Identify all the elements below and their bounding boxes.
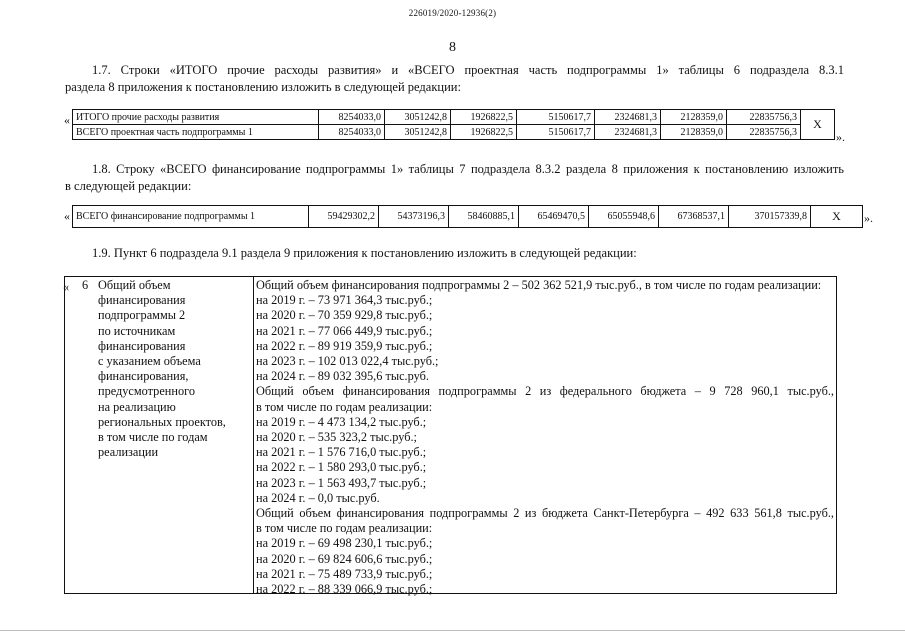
content-line: на 2023 г. – 1 563 493,7 тыс.руб.; bbox=[256, 475, 427, 490]
table-cell: 2128359,0 bbox=[661, 125, 727, 140]
row-description bbox=[98, 278, 250, 460]
table-cell: 22835756,3 bbox=[727, 110, 801, 125]
row-number: 6 bbox=[82, 278, 89, 292]
x-mark-cell: Х bbox=[801, 110, 835, 140]
table-cell: 5150617,7 bbox=[517, 110, 595, 125]
row-content bbox=[256, 278, 834, 597]
table-cell: 59429302,2 bbox=[309, 206, 379, 228]
table-cell: 1926822,5 bbox=[451, 110, 517, 125]
table-row bbox=[73, 125, 835, 140]
content-line: на 2020 г. – 69 824 606,6 тыс.руб.; bbox=[256, 551, 433, 566]
description-line: на реализацию bbox=[98, 399, 176, 414]
content-line: на 2020 г. – 535 323,2 тыс.руб.; bbox=[256, 430, 417, 445]
description-line: по источникам bbox=[98, 323, 176, 338]
content-line: в том числе по годам реализации: bbox=[256, 521, 433, 536]
description-line: Общий объем bbox=[98, 278, 171, 292]
content-line: на 2019 г. – 73 971 364,3 тыс.руб.; bbox=[256, 293, 433, 308]
table-1-close-quote: ». bbox=[836, 130, 845, 144]
content-line: на 2021 г. – 1 576 716,0 тыс.руб.; bbox=[256, 445, 427, 460]
content-line: на 2024 г. – 0,0 тыс.руб. bbox=[256, 490, 380, 505]
table-2-open-quote: « bbox=[64, 209, 70, 223]
table-cell: 58460885,1 bbox=[449, 206, 519, 228]
table-cell: 54373196,3 bbox=[379, 206, 449, 228]
content-line: на 2023 г. – 102 013 022,4 тыс.руб.; bbox=[256, 354, 439, 369]
content-line: на 2021 г. – 77 066 449,9 тыс.руб.; bbox=[256, 323, 433, 338]
table-cell: 8254033,0 bbox=[319, 110, 385, 125]
content-line: Общий объем финансирования подпрограммы 2 из бюджета Санкт-Петербурга – 492 633 561,8 тыс.руб., bbox=[256, 506, 834, 521]
table-1-open-quote: « bbox=[64, 113, 70, 127]
paragraph-1-7-line-2: раздела 8 приложения к постановлению изложить в следующей редакции: bbox=[65, 80, 461, 94]
page-number: 8 bbox=[449, 40, 456, 55]
bottom-rule bbox=[0, 630, 905, 631]
content-line: на 2020 г. – 70 359 929,8 тыс.руб.; bbox=[256, 308, 433, 323]
paragraph-1-8-line-1: 1.8. Строку «ВСЕГО финансирование подпрограммы 1» таблицы 7 подраздела 8.3.2 раздела 8 приложения к постановлению изложить bbox=[92, 162, 844, 176]
description-line: в том числе по годам bbox=[98, 430, 208, 445]
description-line: подпрограммы 2 bbox=[98, 308, 186, 323]
table-cell: 65055948,6 bbox=[589, 206, 659, 228]
content-line: на 2019 г. – 4 473 134,2 тыс.руб.; bbox=[256, 414, 427, 429]
table-cell: 5150617,7 bbox=[517, 125, 595, 140]
content-line: на 2021 г. – 75 489 733,9 тыс.руб.; bbox=[256, 566, 433, 581]
column-divider bbox=[253, 276, 254, 594]
table-cell: 3051242,8 bbox=[385, 110, 451, 125]
row-label: ИТОГО прочие расходы развития bbox=[73, 110, 319, 125]
description-line: финансирования bbox=[98, 338, 186, 353]
table-3-open-quote: « bbox=[63, 280, 70, 294]
table-row bbox=[73, 206, 863, 228]
table-1 bbox=[72, 109, 835, 140]
row-label: ВСЕГО проектная часть подпрограммы 1 bbox=[73, 125, 319, 140]
content-line: в том числе по годам реализации: bbox=[256, 399, 433, 414]
content-line: Общий объем финансирования подпрограммы 2 из федерального бюджета – 9 728 960,1 тыс.руб., bbox=[256, 384, 834, 399]
content-line: Общий объем финансирования подпрограммы 2 – 502 362 521,9 тыс.руб., в том числе по годам реализации: bbox=[256, 278, 822, 292]
x-mark-cell: Х bbox=[811, 206, 863, 228]
paragraph-1-9: 1.9. Пункт 6 подраздела 9.1 раздела 9 приложения к постановлению изложить в следующей редакции: bbox=[92, 246, 637, 260]
document-number: 226019/2020-12936(2) bbox=[408, 8, 497, 18]
table-2 bbox=[72, 205, 863, 228]
table-cell: 8254033,0 bbox=[319, 125, 385, 140]
paragraph-1-8-line-2: в следующей редакции: bbox=[65, 179, 192, 193]
table-cell: 2324681,3 bbox=[595, 125, 661, 140]
description-line: финансирования bbox=[98, 293, 186, 308]
table-cell: 2128359,0 bbox=[661, 110, 727, 125]
content-line: на 2022 г. – 89 919 359,9 тыс.руб.; bbox=[256, 338, 433, 353]
content-line: на 2022 г. – 88 339 066,9 тыс.руб.; bbox=[256, 582, 433, 597]
table-2-close-quote: ». bbox=[864, 211, 873, 225]
content-line: на 2019 г. – 69 498 230,1 тыс.руб.; bbox=[256, 536, 433, 551]
description-line: с указанием объема bbox=[98, 354, 201, 369]
table-row bbox=[73, 110, 835, 125]
table-cell: 67368537,1 bbox=[659, 206, 729, 228]
paragraph-1-7-line-1: 1.7. Строки «ИТОГО прочие расходы развития» и «ВСЕГО проектная часть подпрограммы 1» таблицы 6 подраздела 8.3.1 bbox=[92, 63, 844, 77]
row-label: ВСЕГО финансирование подпрограммы 1 bbox=[73, 206, 309, 228]
description-line: региональных проектов, bbox=[98, 414, 226, 429]
content-line: на 2022 г. – 1 580 293,0 тыс.руб.; bbox=[256, 460, 427, 475]
table-cell: 1926822,5 bbox=[451, 125, 517, 140]
table-cell: 370157339,8 bbox=[729, 206, 811, 228]
content-line: на 2024 г. – 89 032 395,6 тыс.руб. bbox=[256, 369, 429, 384]
table-cell: 2324681,3 bbox=[595, 110, 661, 125]
description-line: финансирования, bbox=[98, 369, 189, 384]
description-line: предусмотренного bbox=[98, 384, 195, 399]
table-cell: 65469470,5 bbox=[519, 206, 589, 228]
table-cell: 22835756,3 bbox=[727, 125, 801, 140]
description-line: реализации bbox=[98, 445, 159, 460]
table-cell: 3051242,8 bbox=[385, 125, 451, 140]
